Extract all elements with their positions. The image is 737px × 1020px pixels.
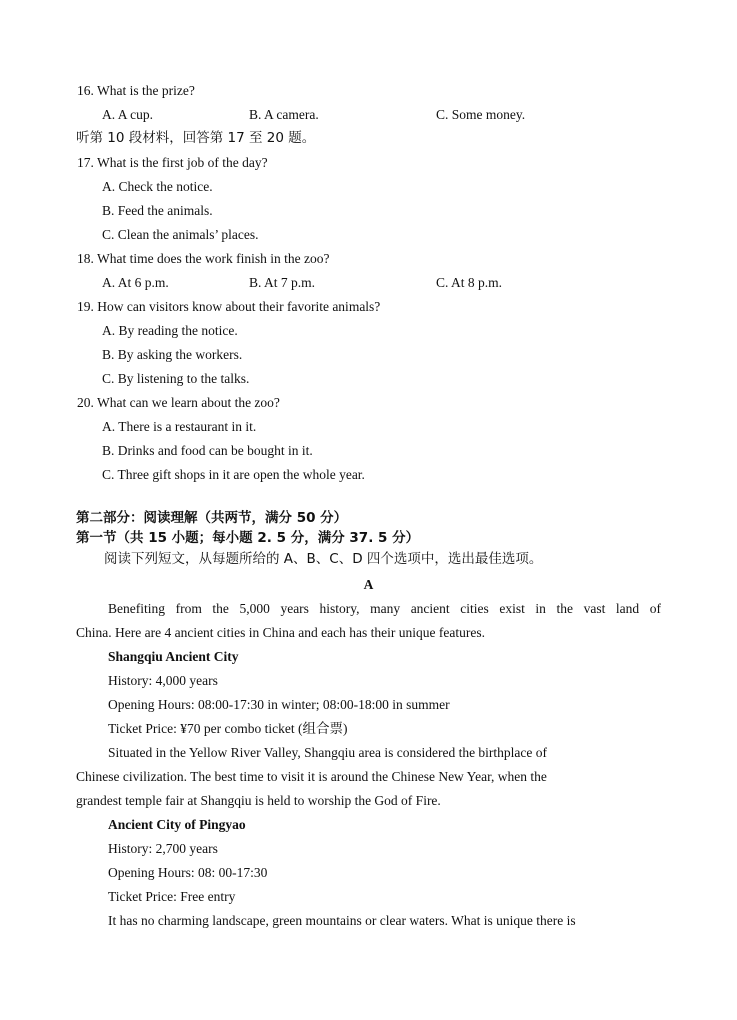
pingyao-history: History: 2,700 years bbox=[108, 841, 218, 856]
intro-text-1: Benefiting from the 5,000 years history, many ancient cities exist in the vast land of bbox=[108, 601, 661, 616]
intro-paragraph-line-2: China. Here are 4 ancient cities in China and each has their unique features. bbox=[76, 625, 485, 640]
pingyao-title: Ancient City of Pingyao bbox=[108, 817, 246, 832]
shangqiu-title: Shangqiu Ancient City bbox=[108, 649, 239, 664]
shangqiu-desc-line-3: grandest temple fair at Shangqiu is held to worship the God of Fire. bbox=[76, 793, 441, 808]
option-c: C. At 8 p.m. bbox=[436, 275, 503, 290]
option-c: C. Some money. bbox=[436, 107, 526, 122]
reading-instructions: 阅读下列短文，从每题所给的 A、B、C、D 四个选项中，选出最佳选项。 bbox=[104, 551, 543, 567]
question-19-stem: 19. How can visitors know about their favorite animals? bbox=[77, 299, 381, 314]
pingyao-desc-line-1: It has no charming landscape, green mountains or clear waters. What is unique there is bbox=[108, 913, 576, 928]
question-20-option-c: C. Three gift shops in it are open the whole year. bbox=[102, 467, 365, 482]
question-17-stem: 17. What is the first job of the day? bbox=[77, 155, 268, 170]
section-1-heading: 第一节（共 15 小题；每小题 2. 5 分，满分 37. 5 分） bbox=[76, 530, 420, 546]
question-19-option-c: C. By listening to the talks. bbox=[102, 371, 250, 386]
option-b: B. A camera. bbox=[249, 107, 319, 122]
pingyao-ticket: Ticket Price: Free entry bbox=[108, 889, 236, 904]
option-b: B. At 7 p.m. bbox=[249, 275, 316, 290]
shangqiu-history: History: 4,000 years bbox=[108, 673, 218, 688]
question-19-option-b: B. By asking the workers. bbox=[102, 347, 243, 362]
intro-paragraph-line-1 bbox=[76, 600, 661, 618]
question-20-option-a: A. There is a restaurant in it. bbox=[102, 419, 257, 434]
option-a: A. At 6 p.m. bbox=[102, 275, 169, 290]
question-20-stem: 20. What can we learn about the zoo? bbox=[77, 395, 280, 410]
section-10-instruction: 听第 10 段材料，回答第 17 至 20 题。 bbox=[76, 130, 316, 146]
question-17-option-a: A. Check the notice. bbox=[102, 179, 213, 194]
question-20-option-b: B. Drinks and food can be bought in it. bbox=[102, 443, 313, 458]
question-17-option-b: B. Feed the animals. bbox=[102, 203, 213, 218]
shangqiu-desc-line-2: Chinese civilization. The best time to visit it is around the Chinese New Year, when the bbox=[76, 769, 547, 784]
option-a: A. A cup. bbox=[102, 107, 154, 122]
passage-letter: A bbox=[363, 577, 374, 592]
question-17-option-c: C. Clean the animals’ places. bbox=[102, 227, 259, 242]
question-19-option-a: A. By reading the notice. bbox=[102, 323, 238, 338]
shangqiu-desc-line-1: Situated in the Yellow River Valley, Shangqiu area is considered the birthplace of bbox=[108, 745, 548, 760]
shangqiu-ticket: Ticket Price: ¥70 per combo ticket (组合票) bbox=[108, 721, 348, 736]
shangqiu-hours: Opening Hours: 08:00-17:30 in winter; 08:00-18:00 in summer bbox=[108, 697, 450, 712]
question-16-stem: 16. What is the prize? bbox=[77, 83, 195, 98]
question-18-stem: 18. What time does the work finish in the zoo? bbox=[77, 251, 330, 266]
pingyao-hours: Opening Hours: 08: 00-17:30 bbox=[108, 865, 268, 880]
part-2-heading: 第二部分：阅读理解（共两节，满分 50 分） bbox=[76, 510, 348, 526]
